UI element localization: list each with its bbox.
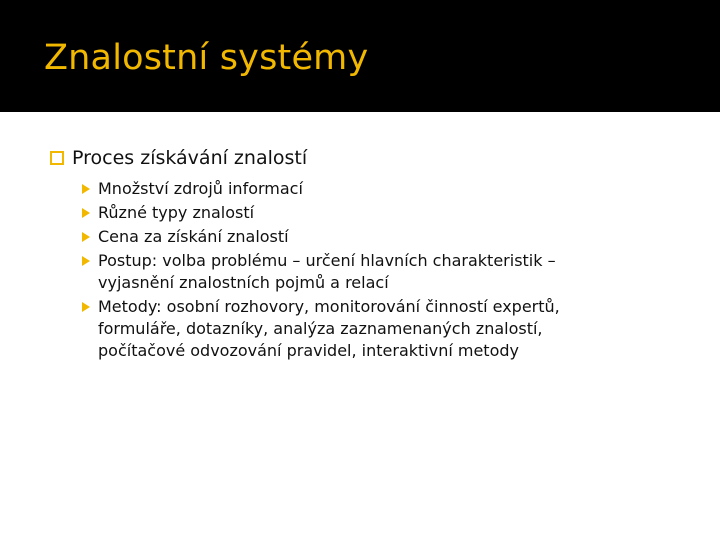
sub-bullet-item [82, 296, 690, 362]
sub-bullet-line: formuláře, dotazníky, analýza zaznamenaných znalostí, [98, 319, 543, 338]
slide-title: Znalostní systémy [44, 38, 369, 78]
triangle-bullet-icon [82, 302, 90, 312]
triangle-bullet-icon [82, 256, 90, 266]
sub-bullet-text [98, 178, 303, 200]
sub-bullet-item [82, 202, 690, 224]
sub-bullet-item [82, 250, 690, 294]
sub-bullet-line: Postup: volba problému – určení hlavních charakteristik – [98, 251, 556, 270]
sub-bullet-line: Cena za získání znalostí [98, 227, 289, 246]
sub-bullet-line: Množství zdrojů informací [98, 179, 303, 198]
title-bar [0, 0, 720, 112]
triangle-bullet-icon [82, 184, 90, 194]
main-bullet-text: Proces získávání znalostí [72, 147, 308, 169]
sub-bullet-item [82, 226, 690, 248]
sub-bullet-text [98, 226, 289, 248]
sub-bullet-list [50, 178, 690, 362]
triangle-bullet-icon [82, 208, 90, 218]
main-bullet [50, 144, 690, 172]
sub-bullet-line: počítačové odvozování pravidel, interaktivní metody [98, 341, 519, 360]
sub-bullet-line: Metody: osobní rozhovory, monitorování činností expertů, [98, 297, 560, 316]
sub-bullet-line: vyjasnění znalostních pojmů a relací [98, 273, 389, 292]
box-bullet-icon [50, 151, 64, 165]
sub-bullet-line: Různé typy znalostí [98, 203, 255, 222]
slide-content [50, 144, 690, 364]
sub-bullet-text [98, 250, 556, 294]
sub-bullet-item [82, 178, 690, 200]
sub-bullet-text [98, 296, 560, 362]
triangle-bullet-icon [82, 232, 90, 242]
sub-bullet-text [98, 202, 254, 224]
